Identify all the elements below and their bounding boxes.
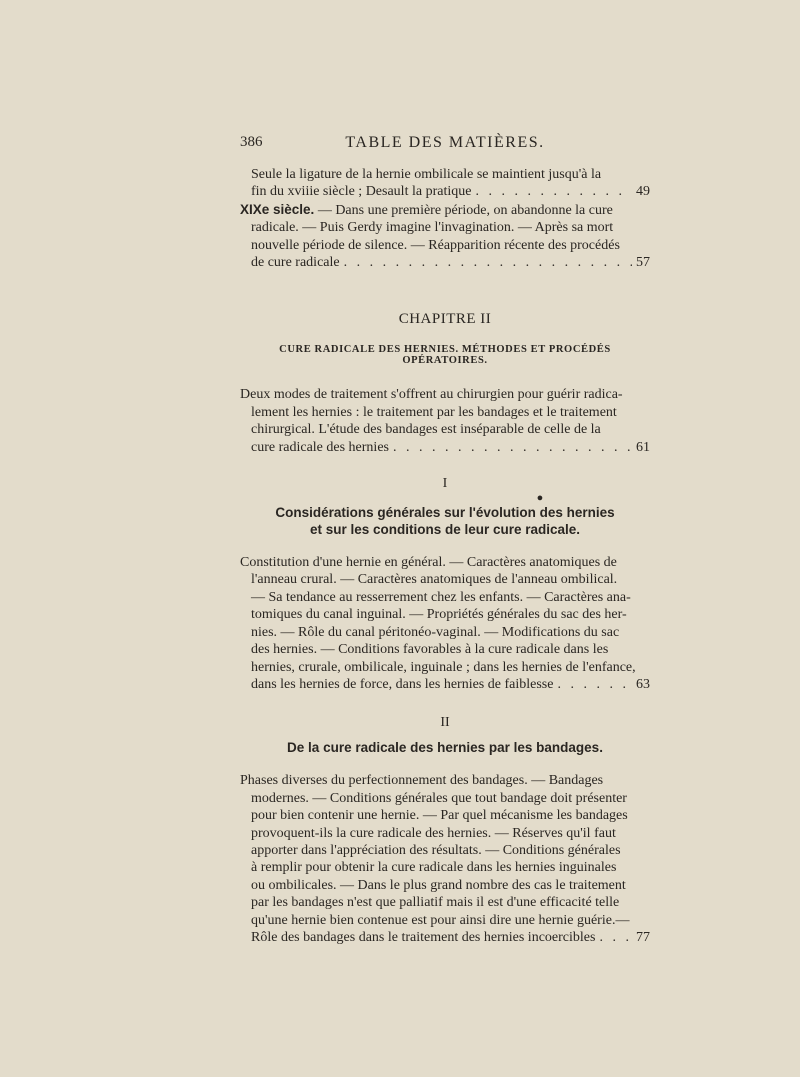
page-title: TABLE DES MATIÈRES. xyxy=(345,134,545,151)
page-number: 386 xyxy=(240,134,263,150)
section-number: I xyxy=(442,476,448,492)
toc-entry: XIXe siècle. — Dans une première période, on abandonne la cure radicale. — Puis Gerdy imagine l'invagination. — Après sa mort nouvelle période de silence. — Réapparition récente des procédés de cure radicale . . . 57 xyxy=(240,201,650,272)
section-number: II xyxy=(440,715,450,731)
page-ref: 49 xyxy=(636,184,650,200)
toc-entry: Deux modes de traitement s'offrent au chirurgien pour guérir radica- lement les hernies : le traitement par les bandages et le traitement chirurgical. L'étude des bandages est inséparable de celle de la cure radicale des hernies . . . 61 xyxy=(240,386,650,456)
page-ref: 61 xyxy=(636,439,650,455)
century-heading: XIXe siècle. xyxy=(240,201,315,217)
toc-entry: Phases diverses du perfectionnement des bandages. — Bandages modernes. — Conditions générales que tout bandage doit présenter pour bien contenir une hernie. — Par quel mécanisme les bandages provoquent-ils la cure radicale des hernies. — Réserves qu'il faut apporter dans l'appréciation des résultats. — Conditions générales à remplir pour obtenir la cure radicale dans les hernies inguinales ou ombilicales. — Dans le plus grand nombre des cas le traitement par les bandages n'est que palliatif mais il est d'une efficacité telle qu'une hernie bien contenue est pour ainsi dire une hernie guérie.— Rôle des bandages dans le traitement des hernies incoercibles . . . 77 xyxy=(240,772,650,946)
bullet-mark: ● xyxy=(536,492,544,505)
page-ref: 57 xyxy=(636,255,650,271)
chapter-subtitle: CURE RADICALE DES HERNIES. MÉTHODES ET PROCÉDÉS OPÉRATOIRES. xyxy=(279,344,611,367)
toc-content xyxy=(240,166,650,946)
section-title: Considérations générales sur l'évolution des hernies xyxy=(275,505,615,521)
chapter-title: CHAPITRE II xyxy=(398,311,492,328)
section-title: De la cure radicale des hernies par les bandages. xyxy=(287,740,603,756)
page-ref: 63 xyxy=(636,676,650,692)
section-title: et sur les conditions de leur cure radicale. xyxy=(309,522,581,538)
toc-entry: Seule la ligature de la hernie ombilicale se maintient jusqu'à la fin du xviiie siècle ; Desault la pratique . . . 49 xyxy=(240,166,650,201)
page-ref: 77 xyxy=(636,929,650,945)
toc-entry: Constitution d'une hernie en général. — Caractères anatomiques de l'anneau crural. — Caractères anatomiques de l'anneau ombilical. — Sa tendance au resserrement chez les enfants. — Caractères ana- tomiques du canal inguinal. — Propriétés générales du sac des her- nies. — Rôle du canal péritonéo-vaginal. — Modifications du sac des hernies. — Conditions favorables à la cure radicale dans les hernies, crurale, ombilicale, inguinale ; dans les hernies de l'enfance, dans les hernies de force, dans les hernies de faiblesse . . . 63 xyxy=(240,554,650,693)
running-head xyxy=(240,134,650,158)
